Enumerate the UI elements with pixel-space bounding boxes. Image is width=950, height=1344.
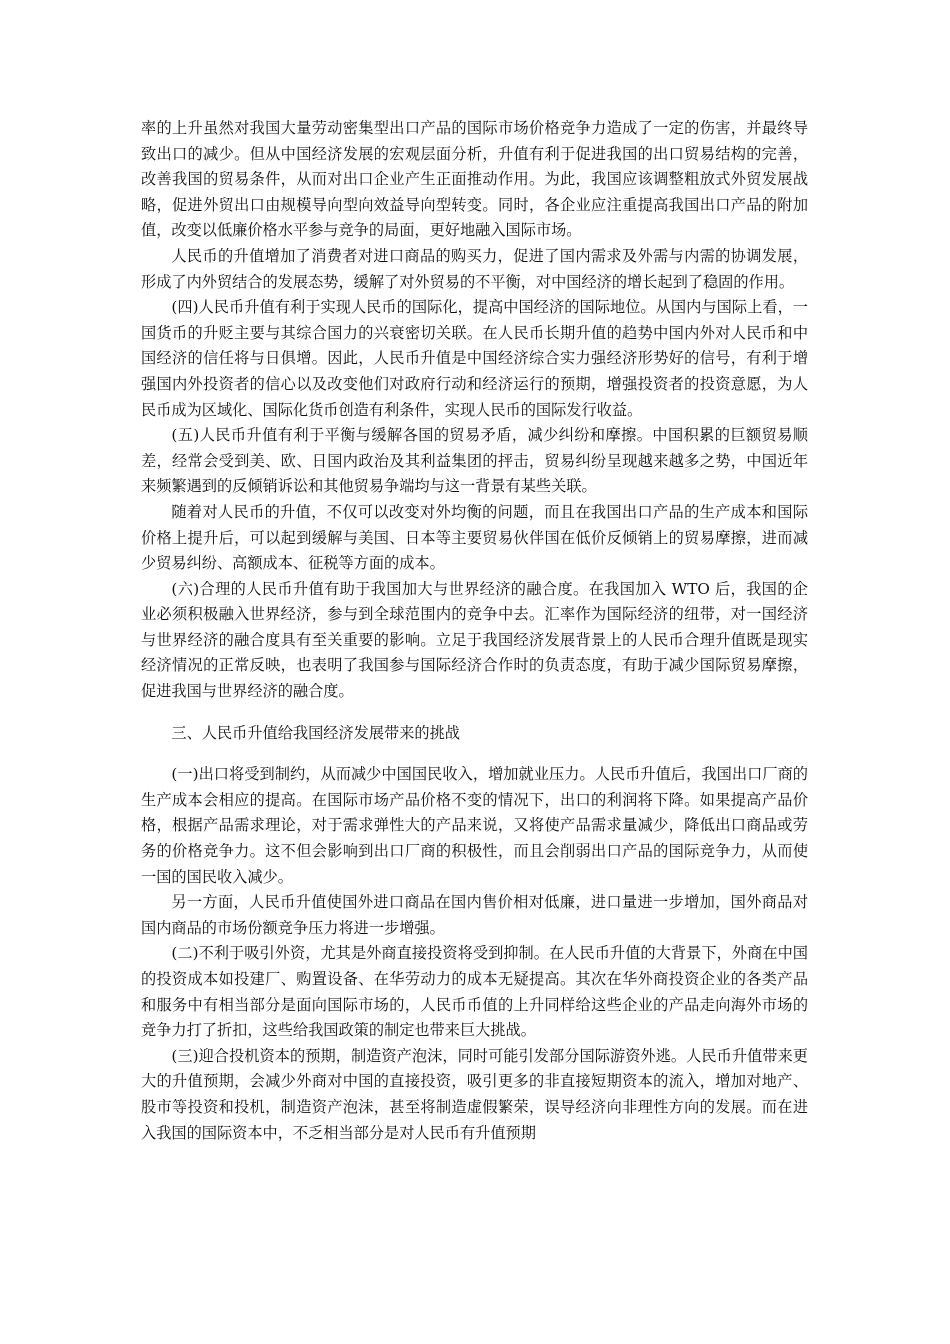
paragraph-5: 随着对人民币的升值，不仅可以改变对外均衡的问题，而且在我国出口产品的生产成本和国际价格上提升后，可以起到缓解与美国、日本等主要贸易伙伴国在低价反倾销上的贸易摩擦，进而减少贸易纠纷、高额成本、征税等方面的成本。 (141, 502, 808, 573)
section-heading: 三、人民币升值给我国经济发展带来的挑战 (171, 723, 460, 742)
paragraph-10: (三)迎合投机资本的预期，制造资产泡沫，同时可能引发部分国际游资外逃。人民币升值带来更大的升值预期，会减少外商对中国的直接投资，吸引更多的非直接短期资本的流入，增加对地产、股市等投资和投机，制造资产泡沫，甚至将制造虚假繁荣，误导经济向非理性方向的发展。而在进入我国的国际资本中，不乏相当部分是对人民币有升值预期 (141, 1046, 808, 1142)
paragraph-4: (五)人民币升值有利于平衡与缓解各国的贸易矛盾，减少纠纷和摩擦。中国积累的巨额贸易顺差，经常会受到美、欧、日国内政治及其利益集团的抨击，贸易纠纷呈现越来越多之势，中国近年来频繁遇到的反倾销诉讼和其他贸易争端均与这一背景有某些关联。 (141, 426, 808, 496)
paragraph-3: (四)人民币升值有利于实现人民币的国际化，提高中国经济的国际地位。从国内与国际上看，一国货币的升贬主要与其综合国力的兴衰密切关联。在人民币长期升值的趋势中国内外对人民币和中国经济的信任将与日俱增。因此，人民币升值是中国经济综合实力强经济形势好的信号，有利于增强国内外投资者的信心以及改变他们对政府行动和经济运行的预期，增强投资者的投资意愿，为人民币成为区域化、国际化货币创造有利条件，实现人民币的国际发行收益。 (141, 298, 808, 419)
paragraph-9: (二)不利于吸引外资，尤其是外商直接投资将受到抑制。在人民币升值的大背景下，外商在中国的投资成本如投建厂、购置设备、在华劳动力的成本无疑提高。其次在华外商投资企业的各类产品和服务中有相当部分是面向国际市场的，人民币币值的上升同样给这些企业的产品走向海外市场的竞争力打了折扣，这些给我国政策的制定也带来巨大挑战。 (141, 944, 808, 1040)
paragraph-2: 人民币的升值增加了消费者对进口商品的购买力，促进了国内需求及外需与内需的协调发展，形成了内外贸结合的发展态势，缓解了对外贸易的不平衡，对中国经济的增长起到了稳固的作用。 (141, 246, 808, 291)
paragraph-8: 另一方面，人民币升值使国外进口商品在国内售价相对低廉，进口量进一步增加，国外商品对国内商品的市场份额竞争压力将进一步增强。 (141, 893, 808, 937)
paragraph-6: (六)合理的人民币升值有助于我国加大与世界经济的融合度。在我国加入 WTO 后，我国的企业必须积极融入世界经济，参与到全球范围内的竞争中去。汇率作为国际经济的纽带，对一国经济与世界经济的融合度具有至关重要的影响。立足于我国经济发展背景上的人民币合理升值既是现实经济情况的正常反映，也表明了我国参与国际经济合作时的负责态度，有助于减少国际贸易摩擦，促进我国与世界经济的融合度。 (141, 579, 808, 701)
document-page (141, 116, 808, 1146)
paragraph-1: 率的上升虽然对我国大量劳动密集型出口产品的国际市场价格竞争力造成了一定的伤害，并最终导致出口的减少。但从中国经济发展的宏观层面分析，升值有利于促进我国的出口贸易结构的完善，改善我国的贸易条件，从而对出口企业产生正面推动作用。为此，我国应该调整粗放式外贸发展战略，促进外贸出口由规模导向型向效益导向型转变。同时，各企业应注重提高我国出口产品的附加值，改变以低廉价格水平参与竞争的局面，更好地融入国际市场。 (141, 119, 808, 240)
paragraph-7: (一)出口将受到制约，从而减少中国国民收入，增加就业压力。人民币升值后，我国出口厂商的生产成本会相应的提高。在国际市场产品价格不变的情况下，出口的利润将下降。如果提高产品价格，根据产品需求理论，对于需求弹性大的产品来说，又将使产品需求量减少，降低出口商品或劳务的价格竞争力。这不但会影响到出口厂商的积极性，而且会削弱出口产品的国际竞争力，从而使一国的国民收入减少。 (141, 765, 808, 886)
